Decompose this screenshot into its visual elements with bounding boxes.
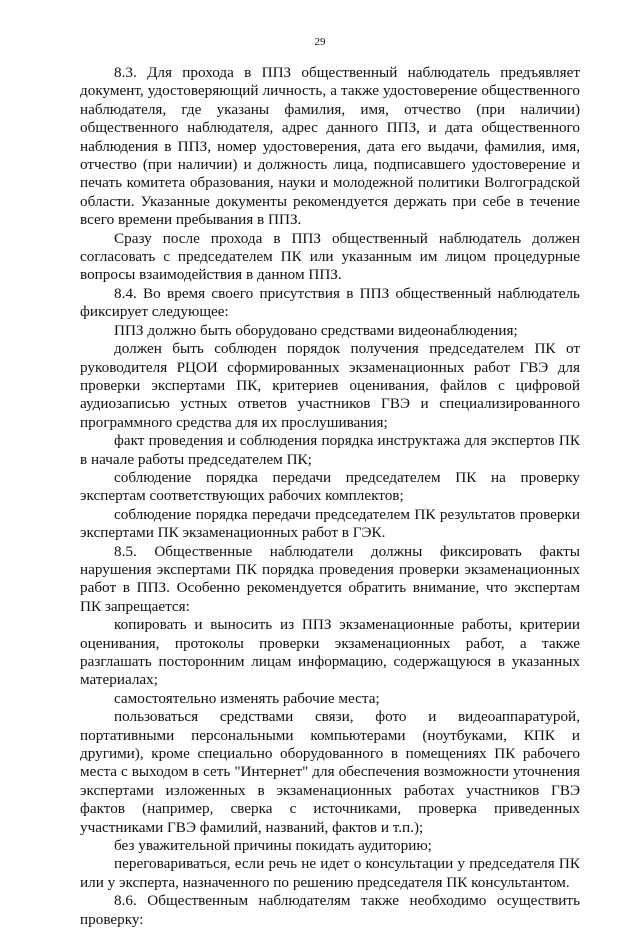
list-item-leave-room: без уважительной причины покидать аудиторию; [114, 837, 432, 855]
paragraph-after-entry: Сразу после прохода в ППЗ общественный наблюдатель должен согласовать с председателем ПК или указанным им лицом процедурные вопросы взаимодействия в данном ППЗ. [80, 229, 580, 284]
list-item-briefing: факт проведения и соблюдения порядка инструктажа для экспертов ПК в начале работы председателем ПК; [80, 432, 580, 468]
paragraph-8-4: 8.4. Во время своего присутствия в ППЗ общественный наблюдатель фиксирует следующее: [80, 284, 580, 321]
page-number: 29 [314, 36, 326, 48]
list-item-talking: переговариваться, если речь не идет о консультации у председателя ПК или у эксперта, назначенного по решению председателя ПК консультантом. [80, 855, 580, 891]
paragraph-8-6: 8.6. Общественным наблюдателям также необходимо осуществить проверку: [80, 892, 580, 928]
list-item-transfer-results: соблюдение порядка передачи председателем ПК результатов проверки экспертами ПК экзаменационных работ в ГЭК. [80, 505, 580, 542]
list-item-video-surveillance: ППЗ должно быть оборудовано средствами видеонаблюдения; [114, 321, 518, 339]
list-item-transfer-kits: соблюдение порядка передачи председателем ПК на проверку экспертам соответствующих рабочих комплектов; [80, 468, 580, 505]
list-item-use-devices: пользоваться средствами связи, фото и видеоаппаратурой, портативными персональными компьютерами (ноутбуками, КПК и другими), кроме специально оборудованного в помещениях ПК рабочего места с выходом в сеть "Интернет" для обеспечения возможности уточнения экспертами изложенных в экзаменационных работах участников ГВЭ фактов (например, сверка с источниками, проверка приведенных участниками ГВЭ фамилий, названий, фактов и т.п.); [80, 708, 580, 836]
paragraph-8-3: 8.3. Для прохода в ППЗ общественный наблюдатель предъявляет документ, удостоверяющий личность, а также удостоверение общественного наблюдателя, где указаны фамилия, имя, отчество (при наличии) общественного наблюдателя, адрес данного ППЗ, и дата общественного наблюдения в ППЗ, номер удостоверения, дата его выдачи, фамилия, имя, отчество (при наличии) и должность лица, подписавшего удостоверение и печать комитета образования, науки и молодежной политики Волгоградской области. Указанные документы рекомендуется держать при себе в течение всего времени пребывания в ППЗ. [80, 64, 580, 229]
list-item-change-workplaces: самостоятельно изменять рабочие места; [114, 689, 380, 707]
paragraph-8-5: 8.5. Общественные наблюдатели должны фиксировать факты нарушения экспертами ПК порядка проведения проверки экзаменационных работ в ППЗ. Особенно рекомендуется обратить внимание, что экспертам ПК запрещается: [80, 542, 580, 615]
list-item-receiving-works: должен быть соблюден порядок получения председателем ПК от руководителя РЦОИ сформированных экзаменационных работ ГВЭ для проверки экспертами ПК, критериев оценивания, файлов с цифровой аудиозаписью устных ответов участников ГВЭ и специализированного программного средства для их прослушивания; [80, 340, 580, 431]
document-body [80, 64, 580, 929]
list-item-copying-prohibited: копировать и выносить из ППЗ экзаменационные работы, критерии оценивания, протоколы проверки экзаменационных работ, а также разглашать посторонним лицам информацию, содержащуюся в указанных материалах; [80, 616, 580, 689]
